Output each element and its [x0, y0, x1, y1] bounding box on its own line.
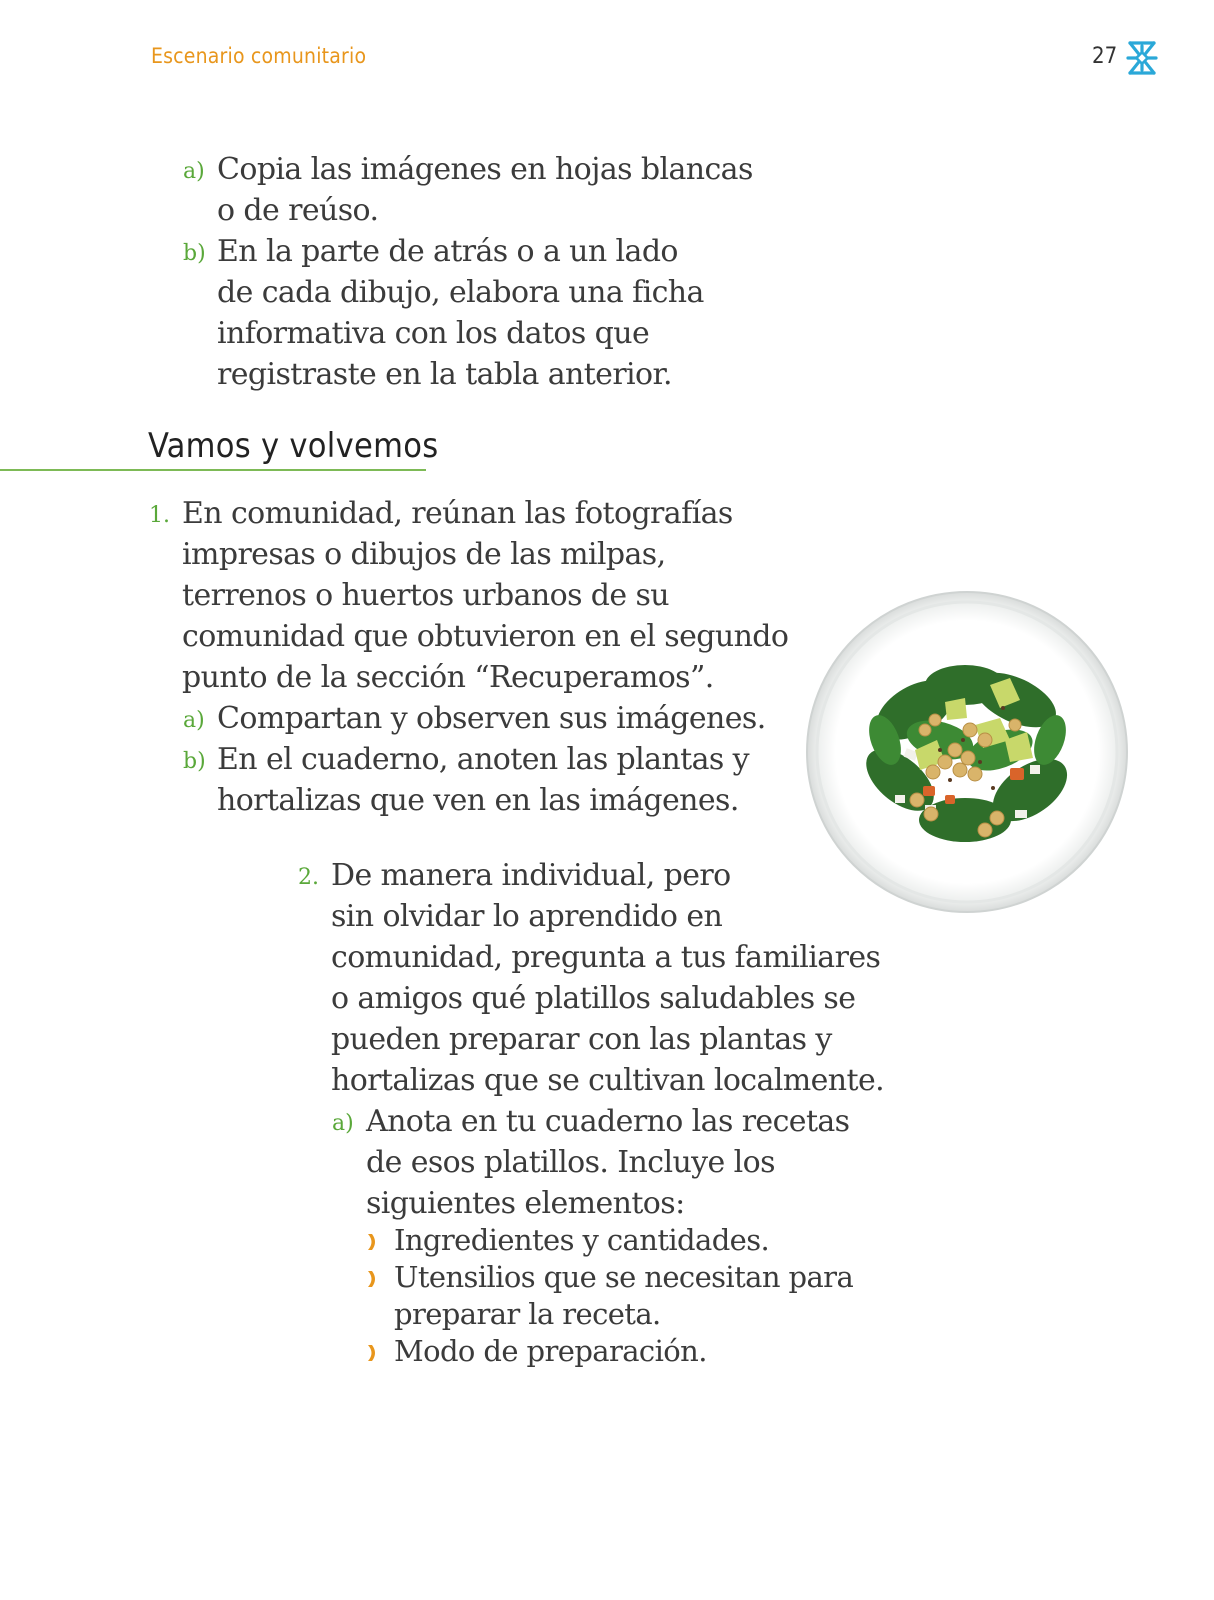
item-2-text: De manera individual, pero	[331, 858, 731, 893]
item-1-number: 1.	[149, 503, 170, 528]
item-2-text: comunidad, pregunta a tus familiares	[331, 940, 881, 975]
chevron-bullet-icon	[366, 1343, 378, 1363]
salad-bowl-photo	[805, 590, 1130, 915]
chevron-bullet-icon	[366, 1232, 378, 1252]
intro-item-a-text: o de reúso.	[217, 193, 379, 228]
intro-item-b-text: de cada dibujo, elabora una ficha	[217, 275, 704, 310]
bullet-text: preparar la receta.	[394, 1297, 661, 1331]
item-2-number: 2.	[298, 865, 319, 890]
intro-item-b-marker: b)	[183, 241, 206, 266]
section-divider	[0, 469, 426, 471]
knot-pattern-icon	[1126, 40, 1158, 76]
item-1-text: impresas o dibujos de las milpas,	[182, 537, 666, 572]
bullet-text: Ingredientes y cantidades.	[394, 1223, 770, 1257]
item-1-text: comunidad que obtuvieron en el segundo	[182, 619, 789, 654]
chevron-bullet-icon	[366, 1269, 378, 1289]
item-2-text: sin olvidar lo aprendido en	[331, 899, 723, 934]
section-label: Escenario comunitario	[151, 44, 367, 68]
item-2a-text: de esos platillos. Incluye los	[366, 1145, 775, 1180]
item-1a-text: Compartan y observen sus imágenes.	[217, 701, 766, 736]
item-2-text: hortalizas que se cultivan localmente.	[331, 1063, 885, 1098]
intro-item-b-text: En la parte de atrás o a un lado	[217, 234, 678, 269]
section-title: Vamos y volvemos	[148, 426, 439, 466]
item-1b-text: En el cuaderno, anoten las plantas y	[217, 742, 749, 777]
bullet-text: Utensilios que se necesitan para	[394, 1260, 854, 1294]
bullet-text: Modo de preparación.	[394, 1334, 707, 1368]
item-1-text: terrenos o huertos urbanos de su	[182, 578, 670, 613]
item-1-text: punto de la sección “Recuperamos”.	[182, 660, 714, 695]
intro-item-a-marker: a)	[183, 159, 205, 184]
item-1-text: En comunidad, reúnan las fotografías	[182, 496, 733, 531]
item-2-text: pueden preparar con las plantas y	[331, 1022, 832, 1057]
intro-item-b-text: registraste en la tabla anterior.	[217, 357, 672, 392]
page-number: 27	[1092, 44, 1118, 69]
item-2a-text: siguientes elementos:	[366, 1186, 685, 1221]
item-2a-text: Anota en tu cuaderno las recetas	[366, 1104, 850, 1139]
item-1a-marker: a)	[183, 708, 205, 733]
intro-item-b-text: informativa con los datos que	[217, 316, 650, 351]
item-1b-marker: b)	[183, 749, 206, 774]
item-2a-marker: a)	[332, 1111, 354, 1136]
intro-item-a-text: Copia las imágenes en hojas blancas	[217, 152, 753, 187]
item-2-text: o amigos qué platillos saludables se	[331, 981, 856, 1016]
item-1b-text: hortalizas que ven en las imágenes.	[217, 783, 739, 818]
